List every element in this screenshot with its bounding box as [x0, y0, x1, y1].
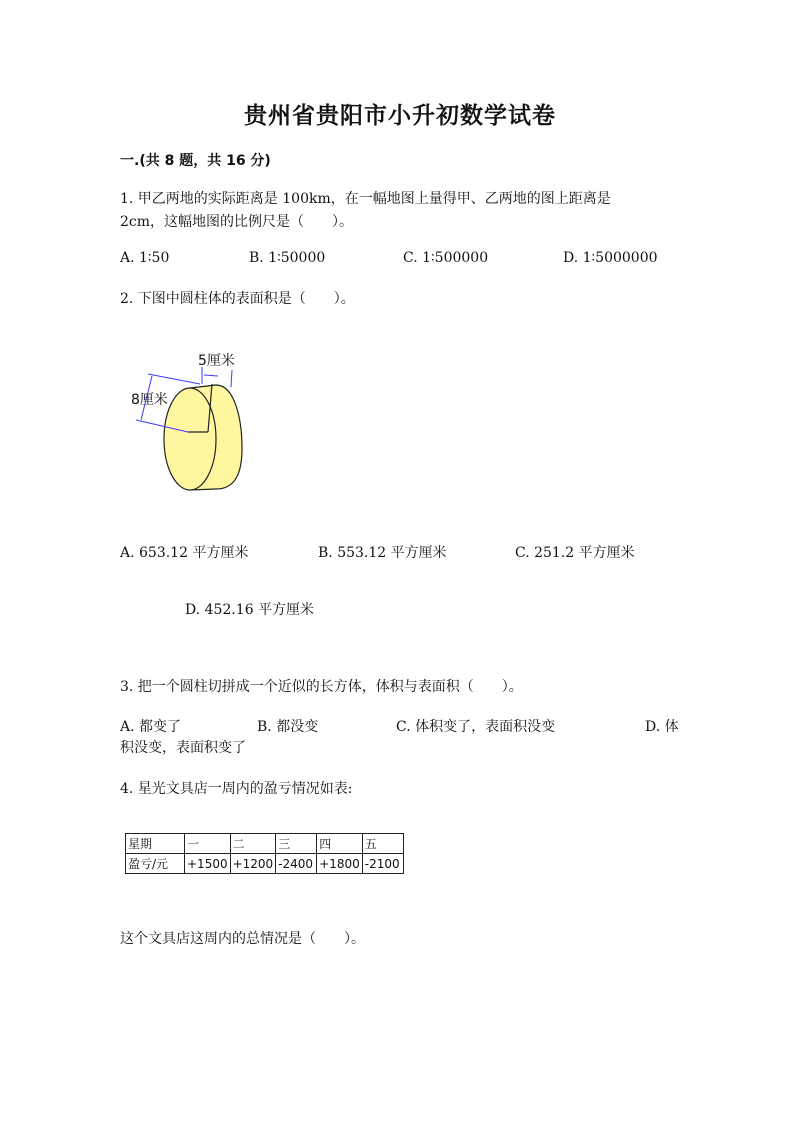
table-cell: +1800: [317, 854, 363, 874]
table-cell: 三: [276, 834, 317, 854]
dim-height-right: [231, 370, 232, 387]
table-row: [126, 854, 404, 874]
profit-loss-table: [125, 833, 404, 874]
question-1-option-b: B. 1∶50000: [249, 250, 326, 266]
table-cell: -2400: [276, 854, 317, 874]
cylinder-figure: [128, 348, 258, 496]
dim-ext-top: [148, 374, 200, 384]
question-2-option-d: D. 452.16 平方厘米: [185, 602, 315, 618]
table-header-row: [126, 834, 404, 854]
table-cell: +1200: [230, 854, 276, 874]
table-cell: -2100: [362, 854, 403, 874]
cylinder-face: [164, 388, 216, 490]
question-2-text: 2. 下图中圆柱体的表面积是（ ）。: [120, 291, 355, 307]
question-4-prompt: 这个文具店这周内的总情况是（ ）。: [120, 931, 365, 947]
height-label: 5厘米: [198, 353, 235, 369]
question-1-text-line1: 1. 甲乙两地的实际距离是 100km，在一幅地图上量得甲、乙两地的图上距离是: [120, 191, 611, 207]
table-cell: 五: [362, 834, 403, 854]
question-1-option-a: A. 1∶50: [120, 250, 170, 266]
question-1-option-c: C. 1∶500000: [403, 250, 489, 266]
question-2-option-a: A. 653.12 平方厘米: [120, 545, 249, 561]
question-4-text: 4. 星光文具店一周内的盈亏情况如表:: [120, 781, 353, 797]
table-cell: 四: [317, 834, 363, 854]
question-2-option-b: B. 553.12 平方厘米: [318, 545, 447, 561]
table-cell: 星期: [126, 834, 185, 854]
table-cell: 盈亏/元: [126, 854, 185, 874]
table-cell: +1500: [185, 854, 231, 874]
dim-height-arrow: [204, 375, 218, 376]
radius-label: 8厘米: [131, 392, 168, 408]
question-2-option-c: C. 251.2 平方厘米: [515, 545, 635, 561]
question-3-option-d: D. 体: [645, 719, 679, 735]
question-3-option-c: C. 体积变了，表面积没变: [396, 719, 556, 735]
section-heading: 一.(共 8 题，共 16 分): [120, 153, 271, 169]
table-cell: 二: [230, 834, 276, 854]
question-1-text-line2: 2cm，这幅地图的比例尺是（ ）。: [120, 214, 354, 230]
question-3-text: 3. 把一个圆柱切拼成一个近似的长方体，体积与表面积（ ）。: [120, 679, 523, 695]
question-1-option-d: D. 1∶5000000: [563, 250, 658, 266]
question-3-option-b: B. 都没变: [257, 719, 319, 735]
question-3-option-d-continuation: 积没变，表面积变了: [120, 740, 246, 756]
page-title: 贵州省贵阳市小升初数学试卷: [244, 103, 556, 129]
question-3-option-a: A. 都变了: [120, 719, 182, 735]
table-cell: 一: [185, 834, 231, 854]
